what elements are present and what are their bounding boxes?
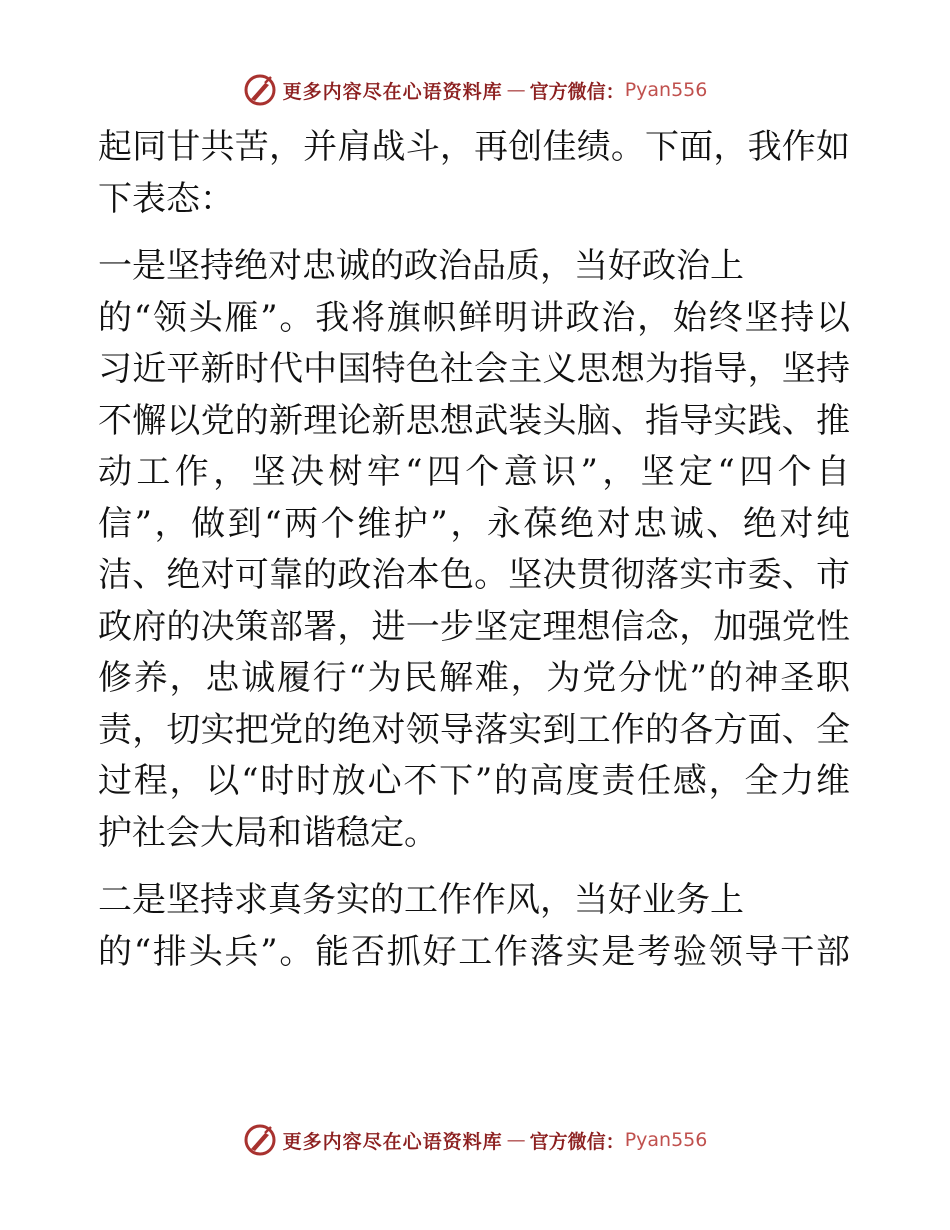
watermark-brand: 更多内容尽在心语资料库 [282, 80, 503, 103]
watermark-header [0, 70, 950, 110]
paragraph-point-two [98, 875, 850, 978]
text-line: 起同甘共苦，并肩战斗，再创佳绩。下面，我作如 [98, 127, 850, 167]
text-line: 护社会大局和谐稳定。 [98, 812, 438, 853]
text-line: 洁、绝对可靠的政治本色。坚决贯彻落实市委、市 [98, 555, 850, 595]
quill-logo-icon [243, 73, 277, 107]
watermark-wechat-label: 官方微信： [529, 80, 625, 103]
text-line: 不懈以党的新理论新思想武装头脑、指导实践、推 [98, 400, 850, 441]
watermark-wechat-label: 官方微信： [529, 1130, 625, 1153]
document-body [98, 122, 850, 978]
text-line: 过程，以“时时放心不下”的高度责任感，全力维 [98, 761, 850, 801]
watermark-account: Pyan556 [624, 1129, 708, 1151]
text-line: 习近平新时代中国特色社会主义思想为指导，坚持 [98, 349, 850, 389]
quill-logo-icon [243, 1123, 277, 1157]
text-line: 下表态： [98, 178, 234, 219]
paragraph-intro [98, 122, 850, 225]
paragraph-point-one [98, 241, 850, 859]
watermark-account: Pyan556 [624, 79, 708, 101]
paragraph-heading: 一是坚持绝对忠诚的政治品质，当好政治上 [98, 246, 744, 286]
text-line: 动工作，坚决树牢“四个意识”，坚定“四个自 [98, 452, 850, 492]
text-line: 政府的决策部署，进一步坚定理想信念，加强党性 [98, 606, 850, 647]
paragraph-heading: 二是坚持求真务实的工作作风，当好业务上 [98, 880, 744, 920]
text-line: 的“领头雁”。我将旗帜鲜明讲政治，始终坚持以 [98, 297, 850, 338]
watermark-separator: — [506, 79, 526, 101]
watermark-footer [0, 1120, 950, 1160]
text-line: 信”，做到“两个维护”，永葆绝对忠诚、绝对纯 [98, 503, 850, 544]
watermark-separator: — [506, 1129, 526, 1151]
text-line: 责，切实把党的绝对领导落实到工作的各方面、全 [98, 709, 850, 750]
text-line: 修养，忠诚履行“为民解难，为党分忧”的神圣职 [98, 658, 850, 698]
watermark-brand: 更多内容尽在心语资料库 [282, 1130, 503, 1153]
text-line: 的“排头兵”。能否抓好工作落实是考验领导干部 [98, 931, 850, 972]
